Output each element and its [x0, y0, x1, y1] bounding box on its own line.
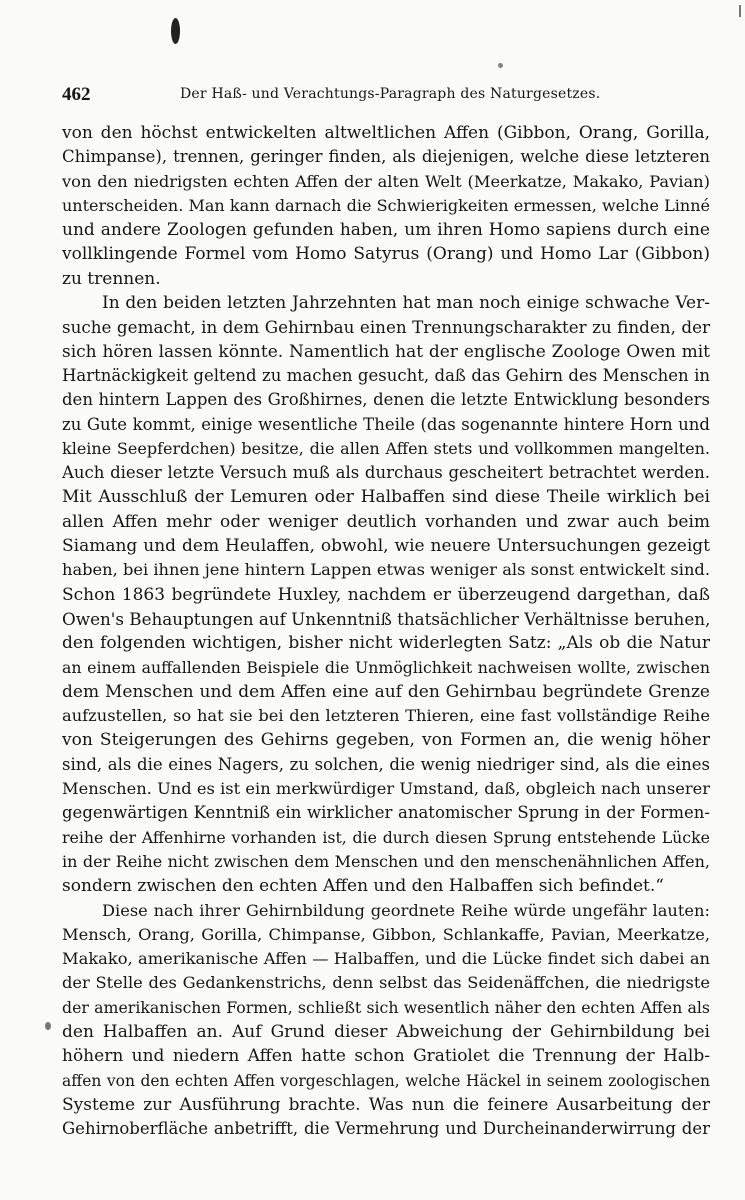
text-line: In den beiden letzten Jahrzehnten hat man noch einige schwache Ver- — [102, 293, 710, 314]
text-line: Systeme zur Ausführung brachte. Was nun die feinere Ausarbeitung der — [62, 1094, 710, 1115]
text-line: Mensch, Orang, Gorilla, Chimpanse, Gibbon, Schlankaffe, Pavian, Meerkatze, — [62, 924, 710, 944]
text-line: Siamang und dem Heulaffen, obwohl, wie neuere Untersuchungen gezeigt — [62, 536, 710, 557]
text-line: unterscheiden. Man kann darnach die Schwierigkeiten ermessen, welche Linné — [62, 195, 710, 215]
text-line: affen von den echten Affen vorgeschlagen, welche Häckel in seinem zoologischen — [62, 1071, 710, 1090]
text-line: haben, bei ihnen jene hintern Lappen etwas weniger als sonst entwickelt sind. — [62, 560, 710, 580]
text-line: Mit Ausschluß der Lemuren oder Halbaffen sind diese Theile wirklich bei — [62, 487, 710, 508]
page-number: 462 — [62, 84, 91, 105]
ink-speck — [45, 1022, 51, 1030]
text-line: der amerikanischen Formen, schließt sich wesentlich näher den echten Affen als — [62, 997, 710, 1017]
text-line: vollklingende Formel vom Homo Satyrus (Orang) und Homo Lar (Gibbon) — [62, 244, 710, 265]
text-line: höhern und niedern Affen hatte schon Gratiolet die Trennung der Halb- — [62, 1046, 710, 1067]
page-edge-mark — [739, 5, 741, 17]
text-line: den hintern Lappen des Großhirnes, denen die letzte Entwicklung besonders — [62, 390, 710, 410]
text-line: der Stelle des Gedankenstrichs, denn selbst das Seidenäffchen, die niedrigste — [62, 973, 710, 993]
text-line: dem Menschen und dem Affen eine auf den Gehirnbau begründete Grenze — [62, 681, 710, 702]
text-line: sondern zwischen den echten Affen und den Halbaffen sich befindet.“ — [62, 876, 664, 897]
text-line: Makako, amerikanische Affen — Halbaffen, und die Lücke findet sich dabei an — [62, 949, 710, 969]
text-line: von den höchst entwickelten altweltlichen Affen (Gibbon, Orang, Gorilla, — [62, 123, 710, 143]
text-line: Hartnäckigkeit geltend zu machen gesucht, daß das Gehirn des Menschen in — [62, 365, 710, 385]
text-line: reihe der Affenhirne vorhanden ist, die durch diesen Sprung entstehende Lücke — [62, 827, 710, 847]
text-line: zu trennen. — [62, 268, 161, 289]
text-line: Diese nach ihrer Gehirnbildung geordnete Reihe würde ungefähr lauten: — [102, 900, 710, 920]
text-line: von den niedrigsten echten Affen der alten Welt (Meerkatze, Makako, Pavian) — [62, 171, 710, 191]
text-line: Gehirnoberfläche anbetrifft, die Vermehrung und Durcheinanderwirrung der — [62, 1119, 710, 1139]
text-line: den folgenden wichtigen, bisher nicht widerlegten Satz: „Als ob die Natur — [62, 633, 710, 654]
text-line: den Halbaffen an. Auf Grund dieser Abweichung der Gehirnbildung bei — [62, 1021, 710, 1042]
text-line: sich hören lassen könnte. Namentlich hat der englische Zoologe Owen mit — [62, 341, 710, 362]
running-head: Der Haß- und Verachtungs-Paragraph des Naturgesetzes. — [180, 86, 601, 102]
ink-speck — [498, 63, 503, 68]
text-line: zu Gute kommt, einige wesentliche Theile (das sogenannte hintere Horn und — [62, 414, 710, 434]
text-line: Menschen. Und es ist ein merkwürdiger Umstand, daß, obgleich nach unserer — [62, 779, 710, 799]
text-line: sind, als die eines Nagers, zu solchen, die wenig niedriger sind, als die eines — [62, 754, 710, 774]
text-line: Chimpanse), trennen, geringer finden, als diejenigen, welche diese letzteren — [62, 147, 710, 167]
text-line: in der Reihe nicht zwischen dem Menschen und den menschenähnlichen Affen, — [62, 851, 710, 871]
text-line: Owen's Behauptungen auf Unkenntniß thatsächlicher Verhältnisse beruhen, — [62, 608, 710, 629]
text-line: allen Affen mehr oder weniger deutlich vorhanden und zwar auch beim — [62, 511, 710, 532]
text-line: von Steigerungen des Gehirns gegeben, von Formen an, die wenig höher — [62, 730, 710, 751]
text-line: Auch dieser letzte Versuch muß als durchaus gescheitert betrachtet werden. — [62, 463, 710, 483]
body-text — [62, 121, 710, 1141]
text-line: Schon 1863 begründete Huxley, nachdem er überzeugend dargethan, daß — [62, 584, 710, 605]
text-line: und andere Zoologen gefunden haben, um ihren Homo sapiens durch eine — [62, 220, 710, 241]
text-line: gegenwärtigen Kenntniß ein wirklicher anatomischer Sprung in der Formen- — [62, 803, 710, 823]
text-line: suche gemacht, in dem Gehirnbau einen Trennungscharakter zu finden, der — [62, 317, 710, 338]
ink-blot — [171, 18, 180, 44]
text-line: aufzustellen, so hat sie bei den letzteren Thieren, eine fast vollständige Reihe — [62, 706, 710, 726]
page-header — [62, 84, 710, 108]
text-line: kleine Seepferdchen) besitze, die allen Affen stets und vollkommen mangelten. — [62, 438, 710, 458]
text-line: an einem auffallenden Beispiele die Unmöglichkeit nachweisen wollte, zwischen — [62, 657, 710, 677]
